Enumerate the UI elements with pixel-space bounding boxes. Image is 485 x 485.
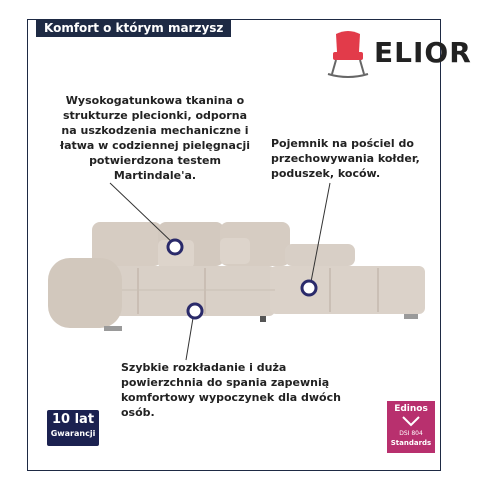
warranty-label: Gwarancji bbox=[50, 429, 96, 438]
marker-storage bbox=[302, 281, 316, 295]
callout-storage: Pojemnik na pościel do przechowywania kołder, poduszek, koców. bbox=[271, 137, 420, 180]
marker-sleep bbox=[188, 304, 202, 318]
marker-fabric bbox=[168, 240, 182, 254]
edinos-brand: Edinos bbox=[394, 404, 428, 414]
edinos-label: Standards bbox=[390, 439, 432, 447]
edinos-badge bbox=[387, 401, 435, 453]
callout-sleep: Szybkie rozkładanie i duża powierzchnia do spania zapewnią komfortowy wypoczynek dla dwóch osób. bbox=[121, 361, 341, 419]
edinos-standard: DSI 804 bbox=[399, 430, 423, 437]
callout-fabric: Wysokogatunkowa tkanina o strukturze plecionki, odporna na uszkodzenia mechaniczne i łatwa w codziennej pielęgnacji potwierdzona testem Martindale'a. bbox=[60, 94, 251, 182]
brand-name: ELIOR bbox=[374, 36, 472, 69]
warranty-number: 10 lat bbox=[51, 412, 95, 427]
header-title: Komfort o którym marzysz bbox=[36, 19, 231, 37]
warranty-badge bbox=[47, 410, 99, 446]
checkmark-icon bbox=[401, 415, 421, 427]
